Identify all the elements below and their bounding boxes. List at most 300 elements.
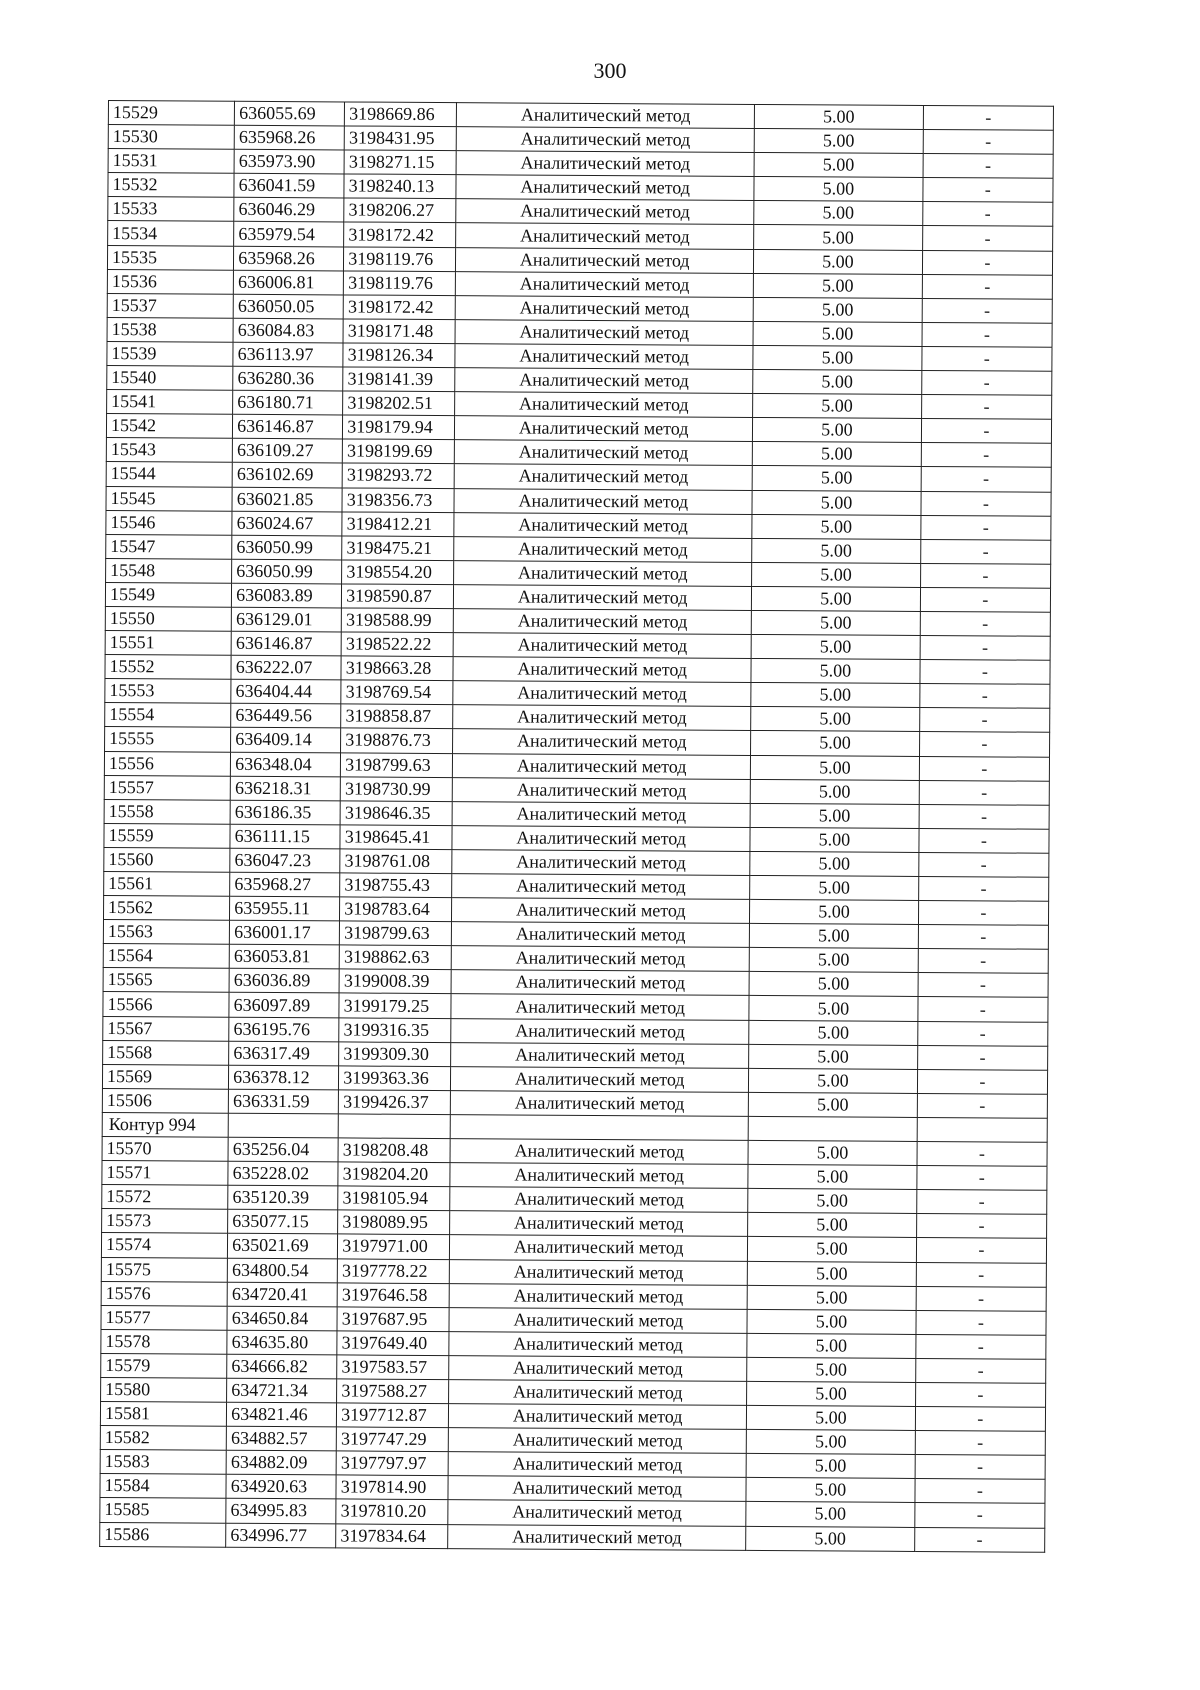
table-row xyxy=(100,1522,1045,1552)
y-coordinate-cell: 3198356.73 xyxy=(342,487,454,512)
x-coordinate-cell: 635968.27 xyxy=(230,872,340,897)
x-coordinate-cell: 636050.99 xyxy=(232,535,342,560)
y-coordinate-cell: 3198799.63 xyxy=(341,752,453,777)
note-cell: - xyxy=(921,395,1051,420)
method-cell: Аналитический метод xyxy=(452,874,750,900)
note-cell: - xyxy=(917,1021,1047,1046)
point-number-cell: 15552 xyxy=(105,655,231,680)
method-cell: Аналитический метод xyxy=(449,1428,747,1454)
accuracy-cell: 5.00 xyxy=(749,972,918,997)
y-coordinate-cell: 3198412.21 xyxy=(342,512,454,537)
x-coordinate-cell: 636317.49 xyxy=(229,1041,339,1066)
x-coordinate-cell: 635979.54 xyxy=(234,222,344,247)
x-coordinate-cell: 636006.81 xyxy=(234,270,344,295)
y-coordinate-cell: 3198588.99 xyxy=(341,608,453,633)
point-number-cell: 15545 xyxy=(106,486,232,511)
accuracy-cell: 5.00 xyxy=(753,297,922,322)
accuracy-cell: 5.00 xyxy=(747,1405,916,1430)
accuracy-cell: 5.00 xyxy=(747,1261,916,1286)
accuracy-cell: 5.00 xyxy=(754,104,923,129)
point-number-cell: 15583 xyxy=(100,1450,226,1475)
y-coordinate-cell: 3197583.57 xyxy=(337,1355,449,1380)
point-number-cell: 15575 xyxy=(101,1257,227,1282)
coordinates-table xyxy=(99,100,1054,1552)
y-coordinate-cell: 3198730.99 xyxy=(340,777,452,802)
y-coordinate-cell: 3198206.27 xyxy=(344,198,456,223)
accuracy-cell: 5.00 xyxy=(752,490,921,515)
x-coordinate-cell: 636146.87 xyxy=(233,414,343,439)
accuracy-cell: 5.00 xyxy=(748,1165,917,1190)
note-cell: - xyxy=(923,105,1053,130)
point-number-cell: 15582 xyxy=(100,1426,226,1451)
note-cell: - xyxy=(917,1069,1047,1094)
note-cell: - xyxy=(915,1503,1045,1528)
note-cell: - xyxy=(922,322,1052,347)
method-cell: Аналитический метод xyxy=(449,1331,747,1357)
point-number-cell: 15570 xyxy=(102,1137,228,1162)
method-cell: Аналитический метод xyxy=(450,1211,748,1237)
x-coordinate-cell: 634882.09 xyxy=(226,1450,336,1475)
point-number-cell: 15541 xyxy=(107,390,233,415)
y-coordinate-cell: 3198171.48 xyxy=(343,319,455,344)
y-coordinate-cell: 3198172.42 xyxy=(343,295,455,320)
note-cell: - xyxy=(921,491,1051,516)
x-coordinate-cell: 636021.85 xyxy=(232,487,342,512)
point-number-cell: 15572 xyxy=(102,1185,228,1210)
point-number-cell: 15557 xyxy=(104,775,230,800)
y-coordinate-cell: 3198126.34 xyxy=(343,343,455,368)
point-number-cell: 15573 xyxy=(102,1209,228,1234)
method-cell: Аналитический метод xyxy=(455,416,753,442)
point-number-cell: 15551 xyxy=(105,631,231,656)
point-number-cell: 15574 xyxy=(101,1233,227,1258)
x-coordinate-cell: 636024.67 xyxy=(232,511,342,536)
note-cell: - xyxy=(916,1286,1046,1311)
method-cell: Аналитический метод xyxy=(454,560,752,586)
accuracy-cell: 5.00 xyxy=(754,225,923,250)
x-coordinate-cell: 636055.69 xyxy=(235,101,345,126)
note-cell: - xyxy=(920,660,1050,685)
accuracy-cell: 5.00 xyxy=(749,1068,918,1093)
accuracy-cell: 5.00 xyxy=(752,586,921,611)
y-coordinate-cell: 3197588.27 xyxy=(337,1379,449,1404)
note-cell: - xyxy=(918,876,1048,901)
method-cell: Аналитический метод xyxy=(448,1524,746,1550)
point-number-cell: 15576 xyxy=(101,1281,227,1306)
accuracy-cell: 5.00 xyxy=(752,562,921,587)
point-number-cell: 15555 xyxy=(105,727,231,752)
point-number-cell: 15533 xyxy=(108,197,234,222)
point-number-cell: 15506 xyxy=(102,1088,228,1113)
method-cell: Аналитический метод xyxy=(455,319,753,345)
point-number-cell: 15578 xyxy=(101,1329,227,1354)
x-coordinate-cell: 636146.87 xyxy=(231,631,341,656)
point-number-cell: 15584 xyxy=(100,1474,226,1499)
x-coordinate-cell: 636083.89 xyxy=(232,583,342,608)
method-cell: Аналитический метод xyxy=(451,946,749,972)
method-cell: Аналитический метод xyxy=(456,127,754,153)
accuracy-cell: 5.00 xyxy=(749,996,918,1021)
method-cell: Аналитический метод xyxy=(453,729,751,755)
x-coordinate-cell: 636084.83 xyxy=(233,318,343,343)
point-number-cell: 15529 xyxy=(108,101,234,126)
note-cell: - xyxy=(916,1262,1046,1287)
y-coordinate-cell: 3197649.40 xyxy=(337,1331,449,1356)
x-coordinate-cell: 635973.90 xyxy=(234,149,344,174)
method-cell: Аналитический метод xyxy=(453,657,751,683)
accuracy-cell xyxy=(748,1116,917,1141)
point-number-cell: 15553 xyxy=(105,679,231,704)
note-cell xyxy=(917,1117,1047,1142)
method-cell: Аналитический метод xyxy=(451,1042,749,1068)
y-coordinate-cell: 3198204.20 xyxy=(338,1162,450,1187)
note-cell: - xyxy=(915,1358,1045,1383)
accuracy-cell: 5.00 xyxy=(749,948,918,973)
x-coordinate-cell: 636001.17 xyxy=(230,920,340,945)
method-cell: Аналитический метод xyxy=(450,1139,748,1165)
method-cell: Аналитический метод xyxy=(450,1187,748,1213)
method-cell: Аналитический метод xyxy=(456,247,754,273)
note-cell: - xyxy=(918,925,1048,950)
point-number-cell: 15580 xyxy=(101,1377,227,1402)
x-coordinate-cell: 634821.46 xyxy=(227,1402,337,1427)
note-cell: - xyxy=(915,1479,1045,1504)
accuracy-cell: 5.00 xyxy=(751,731,920,756)
accuracy-cell: 5.00 xyxy=(749,1044,918,1069)
note-cell: - xyxy=(921,419,1051,444)
point-number-cell: 15554 xyxy=(105,703,231,728)
method-cell: Аналитический метод xyxy=(456,151,754,177)
accuracy-cell: 5.00 xyxy=(754,249,923,274)
accuracy-cell: 5.00 xyxy=(753,369,922,394)
note-cell: - xyxy=(916,1238,1046,1263)
x-coordinate-cell: 636046.29 xyxy=(234,198,344,223)
accuracy-cell: 5.00 xyxy=(748,1092,917,1117)
accuracy-cell: 5.00 xyxy=(746,1454,915,1479)
note-cell: - xyxy=(917,1141,1047,1166)
y-coordinate-cell: 3198663.28 xyxy=(341,656,453,681)
y-coordinate-cell: 3198876.73 xyxy=(341,728,453,753)
y-coordinate-cell: 3197834.64 xyxy=(336,1523,448,1548)
method-cell: Аналитический метод xyxy=(448,1452,746,1478)
y-coordinate-cell: 3198271.15 xyxy=(344,150,456,175)
method-cell: Аналитический метод xyxy=(454,464,752,490)
method-cell: Аналитический метод xyxy=(454,488,752,514)
method-cell: Аналитический метод xyxy=(453,681,751,707)
y-coordinate-cell: 3197687.95 xyxy=(337,1307,449,1332)
method-cell: Аналитический метод xyxy=(455,295,753,321)
x-coordinate-cell: 636409.14 xyxy=(231,728,341,753)
accuracy-cell: 5.00 xyxy=(747,1357,916,1382)
point-number-cell: 15569 xyxy=(102,1064,228,1089)
x-coordinate-cell: 635228.02 xyxy=(228,1161,338,1186)
point-number-cell: 15544 xyxy=(106,462,232,487)
accuracy-cell: 5.00 xyxy=(751,610,920,635)
y-coordinate-cell: 3198783.64 xyxy=(340,897,452,922)
method-cell: Аналитический метод xyxy=(453,633,751,659)
y-coordinate-cell: 3197971.00 xyxy=(338,1234,450,1259)
point-number-cell: 15571 xyxy=(102,1161,228,1186)
point-number-cell: 15537 xyxy=(107,293,233,318)
method-cell: Аналитический метод xyxy=(451,1018,749,1044)
note-cell: - xyxy=(920,563,1050,588)
point-number-cell: Контур 994 xyxy=(102,1112,228,1137)
y-coordinate-cell: 3198199.69 xyxy=(343,439,455,464)
x-coordinate-cell: 636036.89 xyxy=(229,969,339,994)
y-coordinate-cell: 3197778.22 xyxy=(338,1258,450,1283)
accuracy-cell: 5.00 xyxy=(747,1285,916,1310)
note-cell: - xyxy=(923,178,1053,203)
method-cell: Аналитический метод xyxy=(455,392,753,418)
x-coordinate-cell: 636113.97 xyxy=(233,342,343,367)
point-number-cell: 15561 xyxy=(104,871,230,896)
accuracy-cell: 5.00 xyxy=(746,1478,915,1503)
note-cell: - xyxy=(919,828,1049,853)
note-cell: - xyxy=(918,852,1048,877)
x-coordinate-cell: 634650.84 xyxy=(227,1306,337,1331)
note-cell: - xyxy=(919,780,1049,805)
note-cell: - xyxy=(918,997,1048,1022)
y-coordinate-cell: 3197646.58 xyxy=(337,1283,449,1308)
y-coordinate-cell: 3198522.22 xyxy=(341,632,453,657)
accuracy-cell: 5.00 xyxy=(751,683,920,708)
y-coordinate-cell: 3198141.39 xyxy=(343,367,455,392)
method-cell: Аналитический метод xyxy=(454,512,752,538)
method-cell: Аналитический метод xyxy=(451,1066,749,1092)
method-cell: Аналитический метод xyxy=(456,175,754,201)
y-coordinate-cell: 3197814.90 xyxy=(336,1475,448,1500)
x-coordinate-cell: 636404.44 xyxy=(231,680,341,705)
x-coordinate-cell: 636041.59 xyxy=(234,174,344,199)
accuracy-cell: 5.00 xyxy=(754,201,923,226)
point-number-cell: 15547 xyxy=(106,534,232,559)
note-cell: - xyxy=(921,467,1051,492)
y-coordinate-cell: 3198119.76 xyxy=(344,247,456,272)
note-cell: - xyxy=(922,346,1052,371)
x-coordinate-cell: 636097.89 xyxy=(229,993,339,1018)
point-number-cell: 15539 xyxy=(107,341,233,366)
note-cell: - xyxy=(922,226,1052,251)
y-coordinate-cell: 3199363.36 xyxy=(339,1066,451,1091)
y-coordinate-cell xyxy=(338,1114,450,1139)
method-cell: Аналитический метод xyxy=(452,825,750,851)
method-cell: Аналитический метод xyxy=(452,801,750,827)
method-cell: Аналитический метод xyxy=(455,344,753,370)
point-number-cell: 15549 xyxy=(105,582,231,607)
x-coordinate-cell: 636050.05 xyxy=(233,294,343,319)
point-number-cell: 15548 xyxy=(106,558,232,583)
accuracy-cell: 5.00 xyxy=(752,442,921,467)
point-number-cell: 15540 xyxy=(107,366,233,391)
note-cell: - xyxy=(918,949,1048,974)
note-cell: - xyxy=(918,973,1048,998)
y-coordinate-cell: 3198645.41 xyxy=(340,825,452,850)
point-number-cell: 15535 xyxy=(107,245,233,270)
accuracy-cell: 5.00 xyxy=(752,514,921,539)
note-cell: - xyxy=(915,1431,1045,1456)
x-coordinate-cell: 634720.41 xyxy=(227,1282,337,1307)
x-coordinate-cell: 636129.01 xyxy=(231,607,341,632)
y-coordinate-cell: 3198240.13 xyxy=(344,174,456,199)
note-cell: - xyxy=(922,274,1052,299)
note-cell: - xyxy=(920,636,1050,661)
accuracy-cell: 5.00 xyxy=(750,779,919,804)
x-coordinate-cell: 636222.07 xyxy=(231,655,341,680)
x-coordinate-cell: 636378.12 xyxy=(229,1065,339,1090)
note-cell: - xyxy=(921,371,1051,396)
y-coordinate-cell: 3198202.51 xyxy=(343,391,455,416)
accuracy-cell: 5.00 xyxy=(754,177,923,202)
y-coordinate-cell: 3199309.30 xyxy=(339,1042,451,1067)
x-coordinate-cell: 636331.59 xyxy=(229,1089,339,1114)
method-cell: Аналитический метод xyxy=(456,223,754,249)
x-coordinate-cell: 636047.23 xyxy=(230,848,340,873)
y-coordinate-cell: 3198475.21 xyxy=(342,536,454,561)
note-cell: - xyxy=(920,611,1050,636)
accuracy-cell: 5.00 xyxy=(753,418,922,443)
point-number-cell: 15567 xyxy=(103,1016,229,1041)
accuracy-cell: 5.00 xyxy=(746,1502,915,1527)
note-cell: - xyxy=(915,1455,1045,1480)
x-coordinate-cell: 635021.69 xyxy=(228,1234,338,1259)
method-cell: Аналитический метод xyxy=(449,1355,747,1381)
y-coordinate-cell: 3198089.95 xyxy=(338,1210,450,1235)
point-number-cell: 15579 xyxy=(101,1353,227,1378)
x-coordinate-cell: 636186.35 xyxy=(230,800,340,825)
point-number-cell: 15532 xyxy=(108,173,234,198)
point-number-cell: 15531 xyxy=(108,149,234,174)
method-cell: Аналитический метод xyxy=(451,970,749,996)
method-cell: Аналитический метод xyxy=(453,705,751,731)
method-cell: Аналитический метод xyxy=(454,584,752,610)
method-cell: Аналитический метод xyxy=(455,440,753,466)
point-number-cell: 15562 xyxy=(103,896,229,921)
point-number-cell: 15585 xyxy=(100,1498,226,1523)
x-coordinate-cell: 636053.81 xyxy=(229,945,339,970)
y-coordinate-cell: 3198799.63 xyxy=(340,921,452,946)
x-coordinate-cell: 636218.31 xyxy=(230,776,340,801)
y-coordinate-cell: 3198769.54 xyxy=(341,680,453,705)
method-cell: Аналитический метод xyxy=(451,1090,749,1116)
note-cell: - xyxy=(922,202,1052,227)
method-cell: Аналитический метод xyxy=(451,994,749,1020)
accuracy-cell: 5.00 xyxy=(748,1213,917,1238)
note-cell: - xyxy=(922,298,1052,323)
point-number-cell: 15543 xyxy=(106,438,232,463)
note-cell: - xyxy=(919,756,1049,781)
point-number-cell: 15556 xyxy=(104,751,230,776)
point-number-cell: 15563 xyxy=(103,920,229,945)
y-coordinate-cell: 3197747.29 xyxy=(336,1427,448,1452)
note-cell: - xyxy=(919,804,1049,829)
method-cell: Аналитический метод xyxy=(455,368,753,394)
y-coordinate-cell: 3198646.35 xyxy=(340,801,452,826)
accuracy-cell: 5.00 xyxy=(747,1333,916,1358)
x-coordinate-cell: 636280.36 xyxy=(233,366,343,391)
x-coordinate-cell: 636102.69 xyxy=(232,463,342,488)
point-number-cell: 15542 xyxy=(106,414,232,439)
x-coordinate-cell xyxy=(228,1113,338,1138)
x-coordinate-cell: 634996.77 xyxy=(226,1523,336,1548)
note-cell: - xyxy=(917,1166,1047,1191)
note-cell: - xyxy=(919,708,1049,733)
x-coordinate-cell: 634995.83 xyxy=(226,1499,336,1524)
x-coordinate-cell: 634666.82 xyxy=(227,1354,337,1379)
point-number-cell: 15538 xyxy=(107,317,233,342)
note-cell: - xyxy=(916,1214,1046,1239)
note-cell: - xyxy=(916,1334,1046,1359)
point-number-cell: 15534 xyxy=(108,221,234,246)
method-cell: Аналитический метод xyxy=(452,898,750,924)
accuracy-cell: 5.00 xyxy=(750,827,919,852)
method-cell: Аналитический метод xyxy=(452,850,750,876)
point-number-cell: 15577 xyxy=(101,1305,227,1330)
note-cell: - xyxy=(921,515,1051,540)
accuracy-cell: 5.00 xyxy=(751,659,920,684)
method-cell: Аналитический метод xyxy=(454,536,752,562)
point-number-cell: 15586 xyxy=(100,1522,226,1547)
note-cell: - xyxy=(920,587,1050,612)
note-cell: - xyxy=(917,1093,1047,1118)
accuracy-cell: 5.00 xyxy=(749,1020,918,1045)
x-coordinate-cell: 636180.71 xyxy=(233,390,343,415)
accuracy-cell: 5.00 xyxy=(748,1189,917,1214)
y-coordinate-cell: 3198179.94 xyxy=(343,415,455,440)
x-coordinate-cell: 635077.15 xyxy=(228,1210,338,1235)
x-coordinate-cell: 636449.56 xyxy=(231,704,341,729)
x-coordinate-cell: 636195.76 xyxy=(229,1017,339,1042)
accuracy-cell: 5.00 xyxy=(752,538,921,563)
accuracy-cell: 5.00 xyxy=(751,635,920,660)
point-number-cell: 15558 xyxy=(104,799,230,824)
accuracy-cell: 5.00 xyxy=(754,129,923,154)
accuracy-cell: 5.00 xyxy=(752,466,921,491)
y-coordinate-cell: 3198669.86 xyxy=(345,102,457,127)
y-coordinate-cell: 3197810.20 xyxy=(336,1499,448,1524)
x-coordinate-cell: 636050.99 xyxy=(232,559,342,584)
x-coordinate-cell: 634635.80 xyxy=(227,1330,337,1355)
accuracy-cell: 5.00 xyxy=(750,755,919,780)
y-coordinate-cell: 3198208.48 xyxy=(338,1138,450,1163)
x-coordinate-cell: 634920.63 xyxy=(226,1475,336,1500)
point-number-cell: 15565 xyxy=(103,968,229,993)
method-cell: Аналитический метод xyxy=(449,1380,747,1406)
note-cell: - xyxy=(917,1045,1047,1070)
accuracy-cell: 5.00 xyxy=(746,1526,915,1551)
y-coordinate-cell: 3198590.87 xyxy=(342,584,454,609)
note-cell: - xyxy=(923,154,1053,179)
note-cell: - xyxy=(916,1190,1046,1215)
x-coordinate-cell: 635968.26 xyxy=(234,246,344,271)
point-number-cell: 15568 xyxy=(103,1040,229,1065)
y-coordinate-cell: 3198858.87 xyxy=(341,704,453,729)
method-cell: Аналитический метод xyxy=(449,1404,747,1430)
note-cell: - xyxy=(920,684,1050,709)
y-coordinate-cell: 3199008.39 xyxy=(339,969,451,994)
method-cell: Аналитический метод xyxy=(449,1307,747,1333)
accuracy-cell: 5.00 xyxy=(751,707,920,732)
y-coordinate-cell: 3198293.72 xyxy=(342,463,454,488)
x-coordinate-cell: 634800.54 xyxy=(227,1258,337,1283)
note-cell: - xyxy=(919,732,1049,757)
method-cell: Аналитический метод xyxy=(448,1500,746,1526)
accuracy-cell: 5.00 xyxy=(747,1381,916,1406)
x-coordinate-cell: 636111.15 xyxy=(230,824,340,849)
method-cell: Аналитический метод xyxy=(449,1283,747,1309)
method-cell xyxy=(450,1115,748,1141)
accuracy-cell: 5.00 xyxy=(753,394,922,419)
accuracy-cell: 5.00 xyxy=(748,1140,917,1165)
